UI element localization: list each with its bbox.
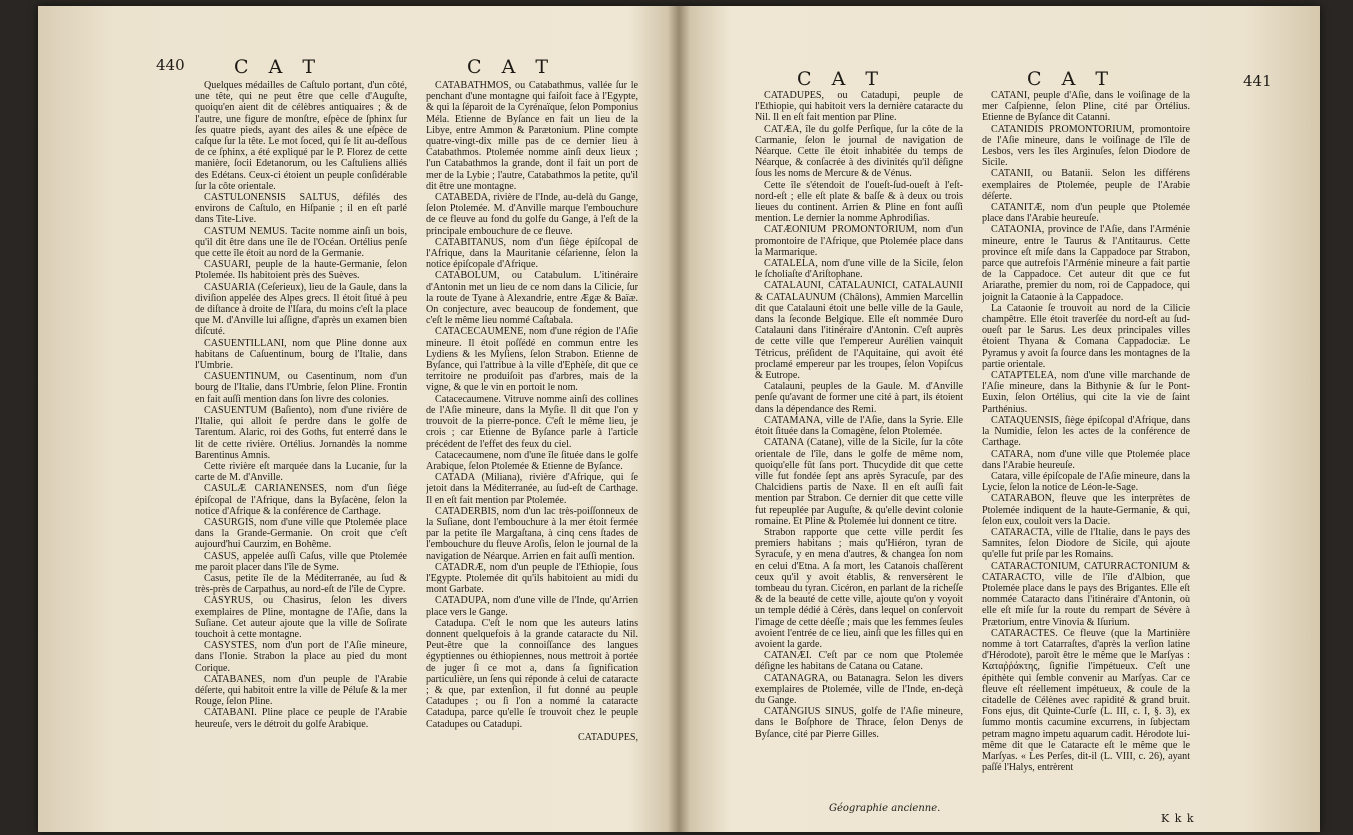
catchword: CATADUPES, — [577, 731, 638, 743]
entry-paragraph: CATABANES, nom d'un peuple de l'Arabie déſerte, qui habitoit entre la ville de Péluſe & la mer Rouge, ſelon Pline. — [195, 673, 407, 708]
entry-paragraph: Casus, petite île de la Méditerranée, au ſud & très-près de Carpathus, au nord-eſt de l'île de Cypre. — [195, 572, 407, 596]
entry-paragraph: CATABOLUM, ou Catabulum. L'itinéraire d'Antonin met un lieu de ce nom dans la Cilicie, ſur la route de Tyane à Alexandrie, entre Ægæ & Baïæ. On conjecture, avec beaucoup de fondement, que c'eſt le même lieu nommé Caſtabala. — [426, 270, 638, 327]
entry-paragraph: CATALELA, nom d'une ville de la Sicile, ſelon le ſcholiaſte d'Ariſtophane. — [755, 258, 963, 281]
entry-paragraph: Catacecaumene. Vitruve nomme ainſi des collines de l'Aſie mineure, dans la Myſie. Il dit que l'on y trouvoit de la pierre-ponce. C'eſt le même lieu, je crois ; car Etienne de Byſance parle à l'article précédent de l'effet des feux du ciel. — [426, 393, 638, 450]
signature-mark: K k k — [1161, 812, 1195, 825]
entry-paragraph: CATARACTES. Ce fleuve (que la Martinière nomme à tort Catarraſtes, d'après la verſion latine d'Hérodote), paroît être le même que le Marſyas : Καταῤῥάκτης, ſignifie l'impétueux. C'eſt une épithète qui ſemble convenir au Marſyas. Car ce fleuve eſt réellement impétueux, & coule de la citadelle de Célènes avec rapidité & grand bruit. Fons ejus, dit Quinte-Curſe (L. III, c. I, §. 3), ex ſummo montis cacumine excurrens, in ſubjectam petram magno impetu aquarum cadit. Hérodote lui-même dit que le Cataracte eſt le même que le Marſyas. « Les Perſes, dit-il (L. VIII, c. 26), ayant paſſé l'Halys, entrèrent — [982, 627, 1190, 774]
entry-paragraph: CASUARI, peuple de la haute-Germanie, ſelon Ptolemée. Ils habitoient près des Suèves. — [195, 259, 407, 282]
entry-paragraph: Catara, ville épiſcopale de l'Aſie mineure, dans la Lycie, ſelon la notice de Léon-le-Sage. — [982, 470, 1190, 494]
entry-paragraph: CASTULONENSIS SALTUS, défilés des environs de Caſtulo, en Hiſpanie ; il en eſt parlé dans Tite-Live. — [195, 192, 407, 226]
entry-paragraph: CATÆONIUM PROMONTORIUM, nom d'un promontoire de l'Afrique, que Ptolemée place dans la Marmarique. — [755, 224, 963, 258]
entry-paragraph: Catadupa. C'eſt le nom que les auteurs latins donnent quelquefois à la grande cataracte du Nil. Peut-être que la connoiſſance des langues égyptiennes ou éthiopiennes, nous mettroit à portée de juger ſi ce mot a, dans ſa ſignification particulière, un ſens qui réponde à celui de cataracte ; & que, par extenſion, il fut donné au peuple Catadupes ; ou ſi l'on a nommé la cataracte Catadupa, parce qu'elle ſe trouvoit chez le peuple Catadupes ou Catadupi. — [426, 617, 638, 730]
left-page — [38, 6, 679, 832]
entry-paragraph: CATARABON, fleuve que les interprètes de Ptolemée indiquent de la haute-Germanie, & qui, ſelon eux, couloit vers la Dacie. — [982, 493, 1190, 527]
entry-paragraph: CATALAUNI, CATALAUNICI, CATALAUNII & CATALAUNUM (Châlons), Ammien Marcellin dit que Catalauni étoit une belle ville de la Gaule, dans la ſeconde Belgique. Elle eſt nommée Duro Catalauni dans l'itinéraire d'Antonin. C'eſt auprès de cette ville que l'empereur Aurélien vainquit Tétricus, préſident de l'Aquitaine, qui avoit été proclamé empereur par les troupes, ſelon Vopiſcus & Eutrope. — [755, 280, 963, 382]
entry-paragraph: CATABATHMOS, ou Catabathmus, vallée ſur le penchant d'une montagne qui faiſoit face à l'Egypte, & qui la ſéparoit de la Cyrénaïque, ſelon Pomponius Méla. Etienne de Byſance en fait un lieu de la Libye, entre Ammon & Parætonium. Pline compte quatre-vingt-dix mille pas de ce dernier lieu à Catabathmos. Ptolemée nomme ainſi deux lieux ; l'un Catabathmos la grande, dont il fait un port de mer de la Lybie ; l'autre, Catabathmos la petite, qu'il dit être une montagne. — [426, 80, 638, 192]
entry-paragraph: CASUARIA (Ceſerieux), lieu de la Gaule, dans la diviſion appelée des Alpes grecs. Il étoit ſitué à peu de diſtance à droite de l'Iſara, du moins c'eſt la place que M. d'Anville lui aſſigne, d'après un examen bien diſcuté. — [195, 281, 407, 338]
entry-paragraph: CASULÆ CARIANENSES, nom d'un ſiége épiſcopal de l'Afrique, dans la Byſacène, ſelon la notice d'Afrique & la conférence de Carthage. — [195, 483, 407, 517]
entry-paragraph: CATANAGRA, ou Batanagra. Selon les divers exemplaires de Ptolemée, ville de l'Inde, en-deçà du Gange. — [755, 672, 963, 706]
entry-paragraph: CASUENTINUM, ou Casentinum, nom d'un bourg de l'Italie, dans l'Umbrie, ſelon Pline. Frontin en fait auſſi mention dans ſon livre des colonies. — [195, 371, 407, 405]
entry-paragraph: CATANÆI. C'eſt par ce nom que Ptolemée déſigne les habitans de Catana ou Catane. — [755, 650, 963, 673]
entry-paragraph: CATADERBIS, nom d'un lac très-poiſſonneux de la Suſiane, dont l'embouchure à la mer étoit fermée par la petite île Margaſtana, à cinq cens ſtades de l'embouchure du fleuve Aroſis, ſelon le journal de la navigation de Néarque. Arrien en fait auſſi mention. — [426, 505, 638, 562]
running-head: C A T — [1027, 68, 1116, 90]
entry-paragraph: CASUENTUM (Baſiento), nom d'une rivière de l'Italie, qui alloit ſe perdre dans le golfe de Tarentum. Alaric, roi des Goths, fut enterré dans le lit de cette rivière. Ortélius. Jornandès la nomme Barentinus Amnis. — [195, 404, 407, 461]
entry-paragraph: CASURGIS, nom d'une ville que Ptolemée place dans la Grande-Germanie. On croit que c'eſt aujourd'hui Caurzim, en Bohême. — [195, 516, 407, 551]
entry-paragraph: CATARACTONIUM, CATURRACTONIUM & CATARACTO, ville de l'île d'Albion, que Ptolemée place dans le pays des Brigantes. Elle eſt nommée Cataracto dans l'itinéraire d'Antonin, où elle eſt miſe ſur la route du rempart de Sévère à Prætorium, entre Vinovia & Iſurium. — [982, 560, 1190, 628]
entry-paragraph: Cette rivière eſt marquée dans la Lucanie, ſur la carte de M. d'Anville. — [195, 460, 407, 484]
running-head: C A T — [797, 68, 886, 90]
entry-paragraph: CATABANI. Pline place ce peuple de l'Arabie heureuſe, vers le détroit du golfe Arabique. — [195, 707, 407, 730]
page-number: 441 — [1243, 72, 1272, 90]
entry-paragraph: Catacecaumene, nom d'une île ſituée dans le golfe Arabique, ſelon Ptolemée & Etienne de Byſance. — [426, 449, 638, 472]
entry-paragraph: CATAMANA, ville de l'Aſie, dans la Syrie. Elle étoit ſituée dans la Comagène, ſelon Ptolemée. — [755, 414, 963, 438]
entry-paragraph: CATARA, nom d'une ville que Ptolemée place dans l'Arabie heureuſe. — [982, 448, 1190, 471]
entry-paragraph: CASUENTILLANI, nom que Pline donne aux habitans de Caſuentinum, bourg de l'Italie, dans l'Umbrie. — [195, 337, 407, 372]
entry-paragraph: CATANITÆ, nom d'un peuple que Ptolemée place dans l'Arabie heureuſe. — [982, 202, 1190, 225]
entry-paragraph: Cette île s'étendoit de l'oueſt-ſud-oueſt à l'eſt-nord-eſt ; elle eſt plate & baſſe & à deux ou trois lieues du continent. Arrien & Pline en font auſſi mention. Le dernier la nomme Aphrodiſias. — [755, 179, 963, 225]
text-column — [982, 90, 1190, 820]
right-page — [679, 6, 1320, 832]
entry-paragraph: CATADRÆ, nom d'un peuple de l'Ethiopie, ſous l'Egypte. Ptolemée dit qu'ils habitoient au midi du mont Garbate. — [426, 561, 638, 596]
entry-paragraph: CASTUM NEMUS. Tacite nomme ainſi un bois, qu'il dit être dans une île de l'Océan. Ortélius penſe que cette île étoit au nord de la Germanie. — [195, 225, 407, 260]
entry-paragraph: CATADUPES, ou Catadupi, peuple de l'Ethiopie, qui habitoit vers la dernière cataracte du Nil. Il en eſt fait mention par Pline. — [755, 90, 963, 124]
running-head: C A T — [234, 56, 323, 78]
entry-paragraph: CATADUPA, nom d'une ville de l'Inde, qu'Arrien place vers le Gange. — [426, 595, 638, 618]
entry-paragraph: CATAONIA, province de l'Aſie, dans l'Arménie mineure, entre le Taurus & l'Antitaurus. Cette province eſt miſe dans la Cappadoce par Strabon, parce que autrefois l'Arménie mineure a fait partie de la Cappadoce. Cet auteur dit que ce fut Ariarathe, premier du nom, roi de Cappadoce, qui joignit la Cataonie à la Cappadoce. — [982, 224, 1190, 303]
entry-paragraph: La Cataonie ſe trouvoit au nord de la Cilicie champêtre. Elle étoit traverſée du nord-eſt au ſud-oueſt par le Sarus. Les deux principales villes étoient Thyana & Comana Cappadociæ. Le Pyramus y avoit ſa ſource dans les montagnes de la partie orientale. — [982, 302, 1190, 370]
entry-paragraph: CATANA (Catane), ville de la Sicile, ſur la côte orientale de l'île, dans le golfe de même nom, quoiqu'elle fût ſans port. Thucydide dit que cette ville fut fondée ſept ans après Syracuſe, par des Chalcidiens partis de Naxe. Il en eſt auſſi fait mention par Strabon. Ce dernier dit que cette ville fut repeuplée par Auguſte, & qu'elle devint colonie romaine. Et Pline & Ptolemée lui donnent ce titre. — [755, 437, 963, 527]
entry-paragraph: CATACECAUMENE, nom d'une région de l'Aſie mineure. Il étoit poſſédé en commun entre les Lydiens & les Myſiens, ſelon Strabon. Etienne de Byſance, qui l'attribue à la ville d'Ephèſe, dit que ce territoire ne produiſoit pas d'arbres, mais de la vigne, & que le vin en portoit le nom. — [426, 326, 638, 394]
entry-paragraph: Strabon rapporte que cette ville perdit ſes premiers habitans ; mais qu'Hiéron, tyran de Syracuſe, y en mena d'autres, & changea ſon nom en celui d'Etna. A ſa mort, les Catanois chaſſèrent ceux qu'il y avoit établis, & renversèrent le tombeau du tyran. Cicéron, en parlant de la richeſſe & de la beauté de cette ville, ajoute qu'on y voyoit un temple dédié à Cérès, dans lequel on conſervoit l'image de cette déeſſe ; mais que les femmes ſeules avoient l'entrée de ce lieu, ainſi que les filles qui en avoient la garde. — [755, 526, 963, 650]
entry-paragraph: CATANI, peuple d'Aſie, dans le voiſinage de la mer Caſpienne, ſelon Pline, cité par Ortélius. Etienne de Byſance dit Catanni. — [982, 90, 1190, 124]
entry-paragraph: CASYSTES, nom d'un port de l'Aſie mineure, dans l'Ionie. Strabon la place au pied du mont Corique. — [195, 640, 407, 674]
entry-paragraph: CASUS, appelée auſſi Caſus, ville que Ptolemée me paroit placer dans l'île de Syme. — [195, 550, 407, 573]
entry-paragraph: CATABEDA, rivière de l'Inde, au-delà du Gange, ſelon Ptolemée. M. d'Anville marque l'embouchure de ce fleuve au fond du golfe du Gange, à l'eſt de la principale embouchure de ce fleuve. — [426, 192, 638, 237]
entry-paragraph: CATANIDIS PROMONTORIUM, promontoire de l'Aſie mineure, dans le voiſinage de l'île de Lesbos, vers les îles Arginuſes, ſelon Diodore de Sicile. — [982, 123, 1190, 169]
entry-paragraph: CATÆA, île du golfe Perſique, ſur la côte de la Carmanie, ſelon le journal de navigation de Néarque. Cette île étoit inhabitée du temps de Néarque, & conſacrée à des divinités qu'il déſigne ſous les noms de Mercure & de Vénus. — [755, 123, 963, 180]
entry-paragraph: Quelques médailles de Caſtulo portant, d'un côté, une tête, qui ne peut être que celle d'Auguſte, quoiqu'en aient dit de célèbres antiquaires ; & de l'autre, une figure de monſtre, eſpèce de ſphinx ſur ſes quatre pieds, ayant des ailes & une eſpèce de caſque ſur la tête. Le mot ſoced, qui ſe lit au-deſſous de ce ſphinx, a été expliqué par le P. Florez de cette manière, ſocii Edetanorum, ou les Caſtuliens alliés des Edétans. Ceux-ci étoient un peuple conſidérable ſur la côte orientale. — [195, 80, 407, 192]
entry-paragraph: CATANII, ou Batanii. Selon les différens exemplaires de Ptolemée, peuple de l'Arabie déſerte. — [982, 168, 1190, 202]
running-head: C A T — [467, 56, 556, 78]
text-column — [195, 80, 407, 820]
entry-paragraph: Catalauni, peuples de la Gaule. M. d'Anville penſe qu'avant de former une cité à part, ils étoient dans la dépendance des Remi. — [755, 381, 963, 415]
entry-paragraph: CATARACTA, ville de l'Italie, dans le pays des Samnites, ſelon Diodore de Sicile, qui ajoute qu'elle fut priſe par les Romains. — [982, 526, 1190, 561]
entry-paragraph: CATANGIUS SINUS, golfe de l'Aſie mineure, dans le Boſphore de Thrace, ſelon Denys de Byſance, cité par Pierre Gilles. — [755, 706, 963, 740]
entry-paragraph: CASYRUS, ou Chasirus, ſelon les divers exemplaires de Pline, montagne de l'Aſie, dans la Suſiane. Cet auteur ajoute que la ville de Soſirate touchoit à cette montagne. — [195, 595, 407, 640]
page-number: 440 — [156, 56, 185, 74]
text-column — [755, 90, 963, 820]
signature-line: Géographie ancienne. — [829, 803, 941, 814]
text-column — [426, 80, 638, 820]
entry-paragraph: CATADA (Miliana), rivière d'Afrique, qui ſe jetoit dans la Méditerranée, au ſud-eſt de Carthage. Il en eſt fait mention par Ptolemée. — [426, 472, 638, 506]
book-spread — [38, 6, 1320, 832]
entry-paragraph: CATAQUENSIS, ſiège épiſcopal d'Afrique, dans la Numidie, ſelon les actes de la conférence de Carthage. — [982, 414, 1190, 449]
entry-paragraph: CATABITANUS, nom d'un ſiège épiſcopal de l'Afrique, dans la Mauritanie céſarienne, ſelon la notice épiſcopale d'Afrique. — [426, 236, 638, 271]
entry-paragraph: CATAPTELEA, nom d'une ville marchande de l'Aſie mineure, dans la Bithynie & ſur le Pont-Euxin, ſelon Ortélius, qui cite la vie de ſaint Parthénius. — [982, 370, 1190, 415]
